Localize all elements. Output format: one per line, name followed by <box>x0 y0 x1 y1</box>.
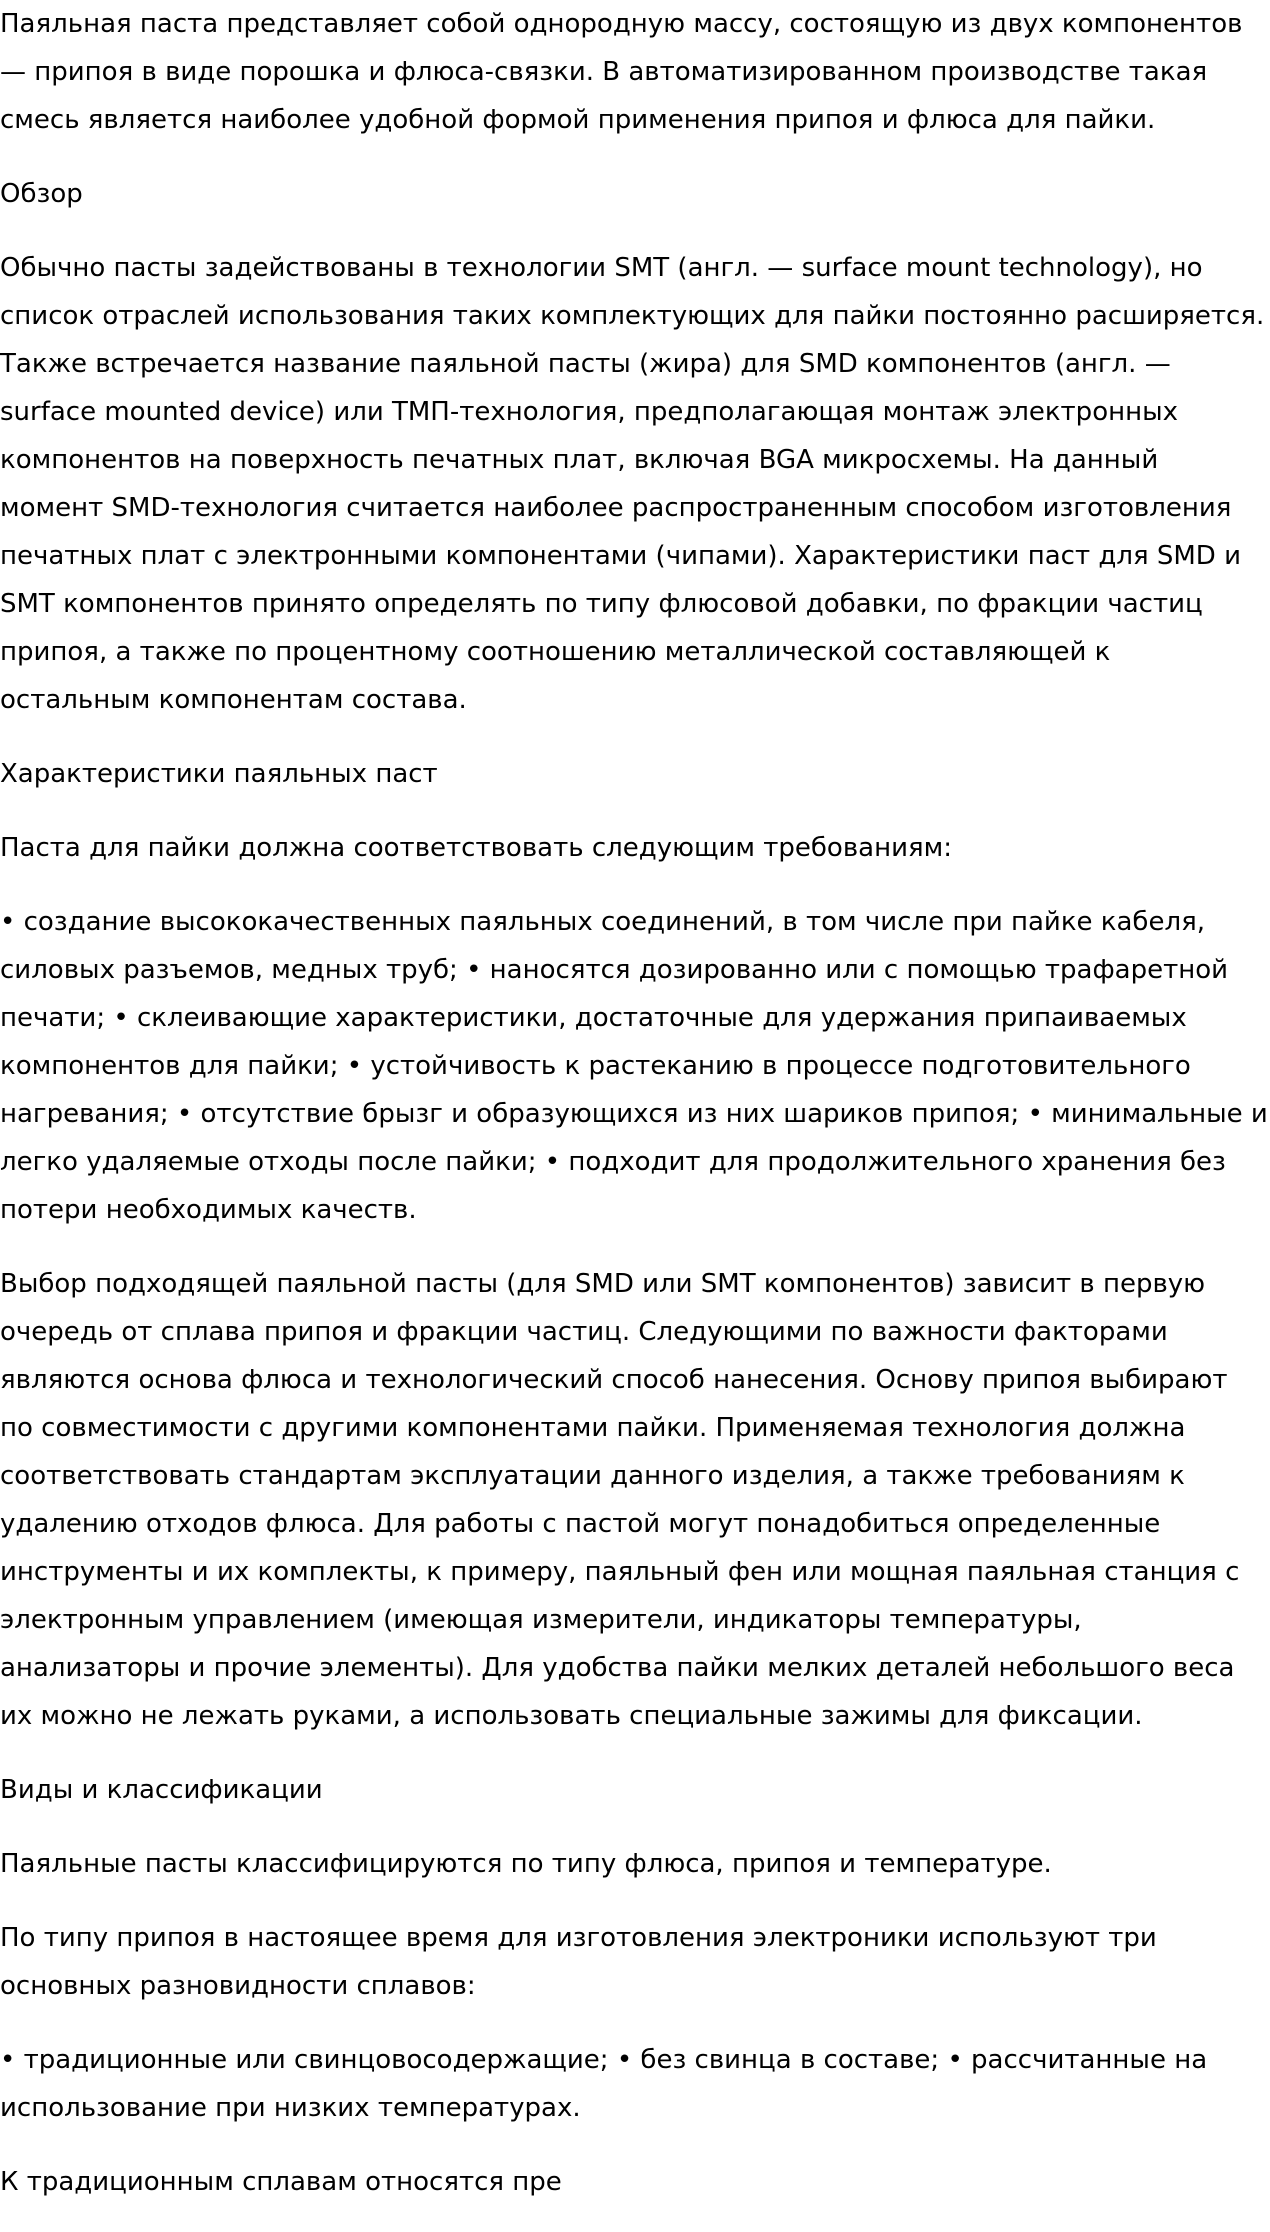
section-heading-characteristics: Характеристики паяльных паст <box>0 759 438 789</box>
overview-paragraph: Обычно пасты задействованы в технологии SMT (англ. — surface mount technology), но список отраслей использования таких комплектующих для пайки постоянно расширяется. Также встречается название паяльной пасты (жира) для SMD компонентов (англ. — surface mounted device) или ТМП-технология, предполагающая монтаж электронных компонентов на поверхность печатных плат, включая BGA микросхемы. На данный момент SMD-технология считается наиболее распространенным способом изготовления печатных плат с электронными компонентами (чипами). Характеристики паст для SMD и SMT компонентов принято определять по типу флюсовой добавки, по фракции частиц припоя, а также по процентному соотношению металлической составляющей к остальным компонентам состава. <box>0 253 1265 715</box>
requirements-intro-paragraph: Паста для пайки должна соответствовать следующим требованиям: <box>0 833 952 863</box>
intro-paragraph: Паяльная паста представляет собой однородную массу, состоящую из двух компонентов — припоя в виде порошка и флюса-связки. В автоматизированном производстве такая смесь является наиболее удобной формой применения припоя и флюса для пайки. <box>0 9 1243 135</box>
requirements-list-paragraph: • создание высококачественных паяльных соединений, в том числе при пайке кабеля, силовых разъемов, медных труб; • наносятся дозированно или с помощью трафаретной печати; • склеивающие характеристики, достаточные для удержания припаиваемых компонентов для пайки; • устойчивость к растеканию в процессе подготовительного нагревания; • отсутствие брызг и образующихся из них шариков припоя; • минимальные и легко удаляемые отходы после пайки; • подходит для продолжительного хранения без потери необходимых качеств. <box>0 907 1268 1225</box>
classification-paragraph: Паяльные пасты классифицируются по типу флюса, припоя и температуре. <box>0 1849 1052 1879</box>
section-heading-types: Виды и классификации <box>0 1775 323 1805</box>
section-heading-overview: Обзор <box>0 179 83 209</box>
traditional-alloys-paragraph: К традиционным сплавам относятся пре <box>0 2167 562 2197</box>
solder-types-intro-paragraph: По типу припоя в настоящее время для изготовления электроники используют три основных разновидности сплавов: <box>0 1923 1157 2001</box>
solder-types-list-paragraph: • традиционные или свинцовосодержащие; • без свинца в составе; • рассчитанные на использование при низких температурах. <box>0 2045 1208 2123</box>
selection-paragraph: Выбор подходящей паяльной пасты (для SMD или SMT компонентов) зависит в первую очередь от сплава припоя и фракции частиц. Следующими по важности факторами являются основа флюса и технологический способ нанесения. Основу припоя выбирают по совместимости с другими компонентами пайки. Применяемая технология должна соответствовать стандартам эксплуатации данного изделия, а также требованиям к удалению отходов флюса. Для работы с пастой могут понадобиться определенные инструменты и их комплекты, к примеру, паяльный фен или мощная паяльная станция с электронным управлением (имеющая измерители, индикаторы температуры, анализаторы и прочие элементы). Для удобства пайки мелких деталей небольшого веса их можно не лежать руками, а использовать специальные зажимы для фиксации. <box>0 1269 1240 1731</box>
